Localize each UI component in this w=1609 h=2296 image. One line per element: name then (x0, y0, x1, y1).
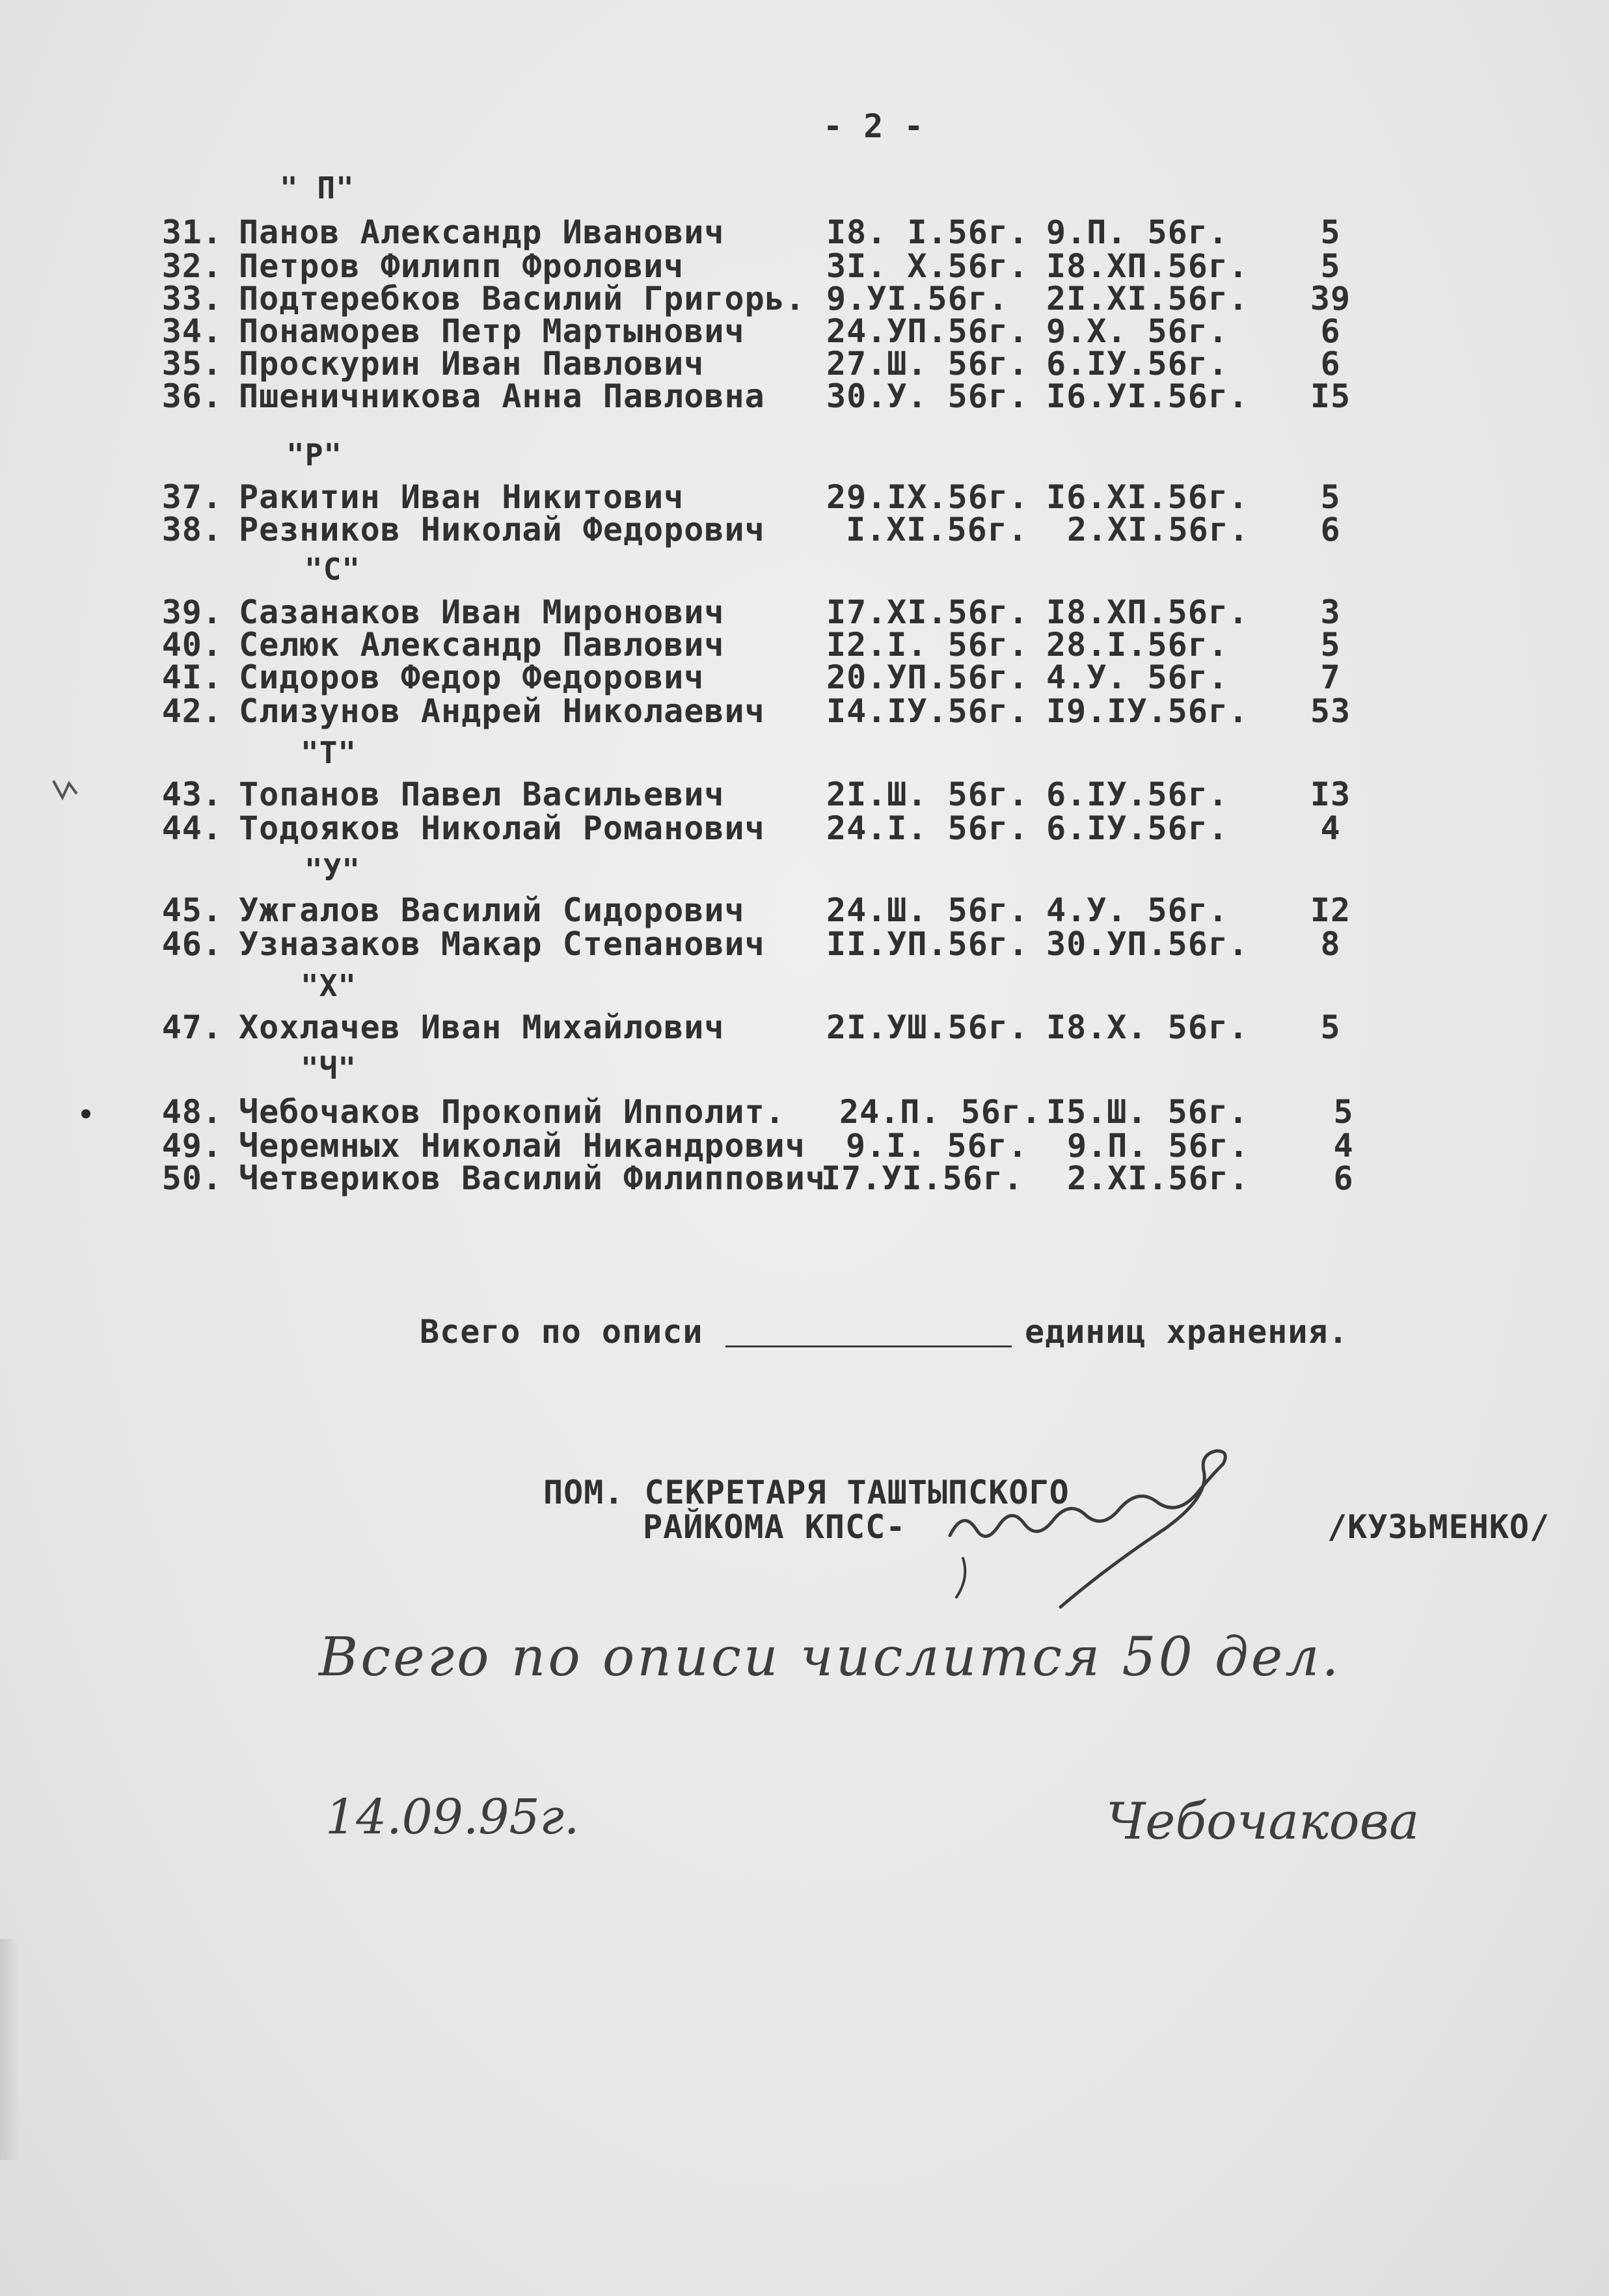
row-end-date: 28.I.56г. (1046, 626, 1228, 664)
row-end-date: 9.П. 56г. (1067, 1127, 1249, 1165)
row-sheet-count: 8 (1320, 925, 1341, 963)
row-name: Панов Александр Иванович (239, 213, 725, 251)
row-start-date: I7.XI.56г. (826, 593, 1029, 631)
row-name: Подтеребков Василий Григорь. (239, 280, 805, 317)
row-number: 33. (161, 280, 223, 317)
group-letter-ch: "Ч" (301, 1051, 357, 1086)
row-end-date: 4.У. 56г. (1046, 658, 1228, 696)
row-number: 50. (161, 1159, 223, 1197)
row-name: Проскурин Иван Павлович (239, 345, 705, 383)
row-end-date: 6.IУ.56г. (1046, 809, 1228, 847)
row-number: 43. (161, 776, 223, 813)
row-number: 39. (161, 593, 223, 631)
row-number: 38. (161, 511, 223, 548)
ink-dot (81, 1109, 90, 1118)
handwritten-date: 14.09.95г. (325, 1789, 580, 1845)
row-sheet-count: 53 (1310, 692, 1351, 730)
row-start-date: I2.I. 56г. (826, 626, 1029, 664)
row-number: 36. (161, 377, 223, 415)
total-unit-label: единиц хранения. (1025, 1313, 1349, 1351)
row-end-date: I8.ХП.56г. (1046, 593, 1249, 631)
row-sheet-count: 5 (1320, 478, 1341, 516)
row-sheet-count: 5 (1333, 1093, 1354, 1131)
row-end-date: 9.X. 56г. (1046, 312, 1228, 350)
row-name: Сазанаков Иван Миронович (239, 593, 725, 631)
row-sheet-count: 5 (1320, 1008, 1341, 1046)
handwritten-signature-chebochakova: Чебочакова (1106, 1792, 1420, 1851)
row-start-date: 24.П. 56г. (839, 1093, 1042, 1131)
margin-mark (53, 781, 77, 798)
row-start-date: 3I. X.56г. (826, 247, 1029, 285)
row-name: Ужгалов Василий Сидорович (239, 891, 745, 929)
row-end-date: I8.X. 56г. (1046, 1008, 1249, 1046)
row-sheet-count: 7 (1320, 658, 1341, 696)
signer-name: /КУЗЬМЕНКО/ (1327, 1508, 1550, 1546)
row-number: 42. (161, 692, 223, 730)
signer-title-line1: ПОМ. СЕКРЕТАРЯ ТАШТЫПСКОГО (543, 1474, 1070, 1511)
row-number: 40. (161, 626, 223, 664)
group-letter-kh: "Х" (301, 968, 357, 1003)
group-letter-t: "Т" (301, 735, 357, 770)
row-name: Чебочаков Прокопий Ипполит. (239, 1093, 785, 1131)
row-start-date: 9.УI.56г. (826, 280, 1008, 317)
row-start-date: 2I.Ш. 56г. (826, 776, 1029, 813)
row-sheet-count: 6 (1320, 345, 1341, 383)
row-sheet-count: 6 (1320, 312, 1341, 350)
row-start-date: 30.У. 56г. (826, 377, 1029, 415)
row-end-date: 30.УП.56г. (1046, 925, 1249, 963)
row-start-date: 2I.УШ.56г. (826, 1008, 1029, 1046)
row-start-date: I8. I.56г. (826, 213, 1029, 251)
handwritten-total-note: Всего по описи числится 50 дел. (319, 1627, 1342, 1688)
row-number: 35. (161, 345, 223, 383)
row-sheet-count: 4 (1333, 1127, 1354, 1165)
total-label: Всего по описи (420, 1313, 703, 1351)
signer-title-line2: РАЙКОМА КПСС- (643, 1508, 906, 1546)
row-name: Тодояков Николай Романович (239, 809, 765, 847)
row-name: Слизунов Андрей Николаевич (239, 692, 765, 730)
row-number: 31. (161, 213, 223, 251)
row-number: 48. (161, 1093, 223, 1131)
row-start-date: 24.УП.56г. (826, 312, 1029, 350)
row-name: Резников Николай Федорович (239, 511, 765, 548)
row-number: 44. (161, 809, 223, 847)
row-sheet-count: 6 (1333, 1159, 1354, 1197)
row-number: 37. (161, 478, 223, 516)
row-start-date: 24.Ш. 56г. (826, 891, 1029, 929)
row-start-date: 20.УП.56г. (826, 658, 1029, 696)
row-start-date: I7.УI.56г. (821, 1159, 1024, 1197)
group-letter-u: "У" (304, 852, 361, 887)
row-number: 46. (161, 925, 223, 963)
row-start-date: I4.IУ.56г. (826, 692, 1029, 730)
group-letter-p: " П" (280, 170, 355, 206)
row-name: Топанов Павел Васильевич (239, 776, 725, 813)
row-end-date: I6.XI.56г. (1046, 478, 1249, 516)
group-letter-s: "С" (304, 552, 361, 587)
row-name: Понаморев Петр Мартынович (239, 312, 745, 350)
row-sheet-count: I5 (1310, 377, 1351, 415)
row-name: Хохлачев Иван Михайлович (239, 1008, 725, 1046)
row-end-date: 6.IУ.56г. (1046, 345, 1228, 383)
row-name: Петров Филипп Фролович (239, 247, 684, 285)
row-start-date: II.УП.56г. (826, 925, 1029, 963)
row-name: Селюк Александр Павлович (239, 626, 725, 664)
row-start-date: I.XI.56г. (846, 511, 1028, 548)
row-name: Сидоров Федор Федорович (239, 658, 705, 696)
row-sheet-count: 4 (1320, 809, 1341, 847)
row-name: Узназаков Макар Степанович (239, 925, 765, 963)
row-end-date: 2.XI.56г. (1067, 1159, 1249, 1197)
row-sheet-count: 5 (1320, 247, 1341, 285)
row-start-date: 29.IX.56г. (826, 478, 1029, 516)
row-start-date: 27.Ш. 56г. (826, 345, 1029, 383)
row-number: 47. (161, 1008, 223, 1046)
row-name: Четвериков Василий Филиппович (239, 1159, 826, 1197)
row-number: 4I. (161, 658, 223, 696)
row-sheet-count: 39 (1310, 280, 1351, 317)
row-sheet-count: 3 (1320, 593, 1341, 631)
row-name: Ракитин Иван Никитович (239, 478, 684, 516)
row-end-date: 9.П. 56г. (1046, 213, 1228, 251)
row-end-date: 4.У. 56г. (1046, 891, 1228, 929)
row-name: Черемных Николай Никандрович (239, 1127, 805, 1165)
row-number: 49. (161, 1127, 223, 1165)
row-number: 45. (161, 891, 223, 929)
row-sheet-count: 5 (1320, 213, 1341, 251)
row-sheet-count: I3 (1310, 776, 1351, 813)
row-end-date: I5.Ш. 56г. (1046, 1093, 1249, 1131)
row-end-date: 2I.XI.56г. (1046, 280, 1249, 317)
row-end-date: I6.УI.56г. (1046, 377, 1249, 415)
row-name: Пшеничникова Анна Павловна (239, 377, 765, 415)
row-sheet-count: 6 (1320, 511, 1341, 548)
row-end-date: I8.ХП.56г. (1046, 247, 1249, 285)
row-sheet-count: 5 (1320, 626, 1341, 664)
row-start-date: 24.I. 56г. (826, 809, 1029, 847)
group-letter-r: "Р" (286, 437, 343, 472)
row-number: 34. (161, 312, 223, 350)
page-number: - 2 - (823, 107, 925, 145)
row-end-date: 6.IУ.56г. (1046, 776, 1228, 813)
row-sheet-count: I2 (1310, 891, 1351, 929)
row-end-date: 2.XI.56г. (1067, 511, 1249, 548)
row-end-date: I9.IУ.56г. (1046, 692, 1249, 730)
row-number: 32. (161, 247, 223, 285)
row-start-date: 9.I. 56г. (846, 1127, 1028, 1165)
